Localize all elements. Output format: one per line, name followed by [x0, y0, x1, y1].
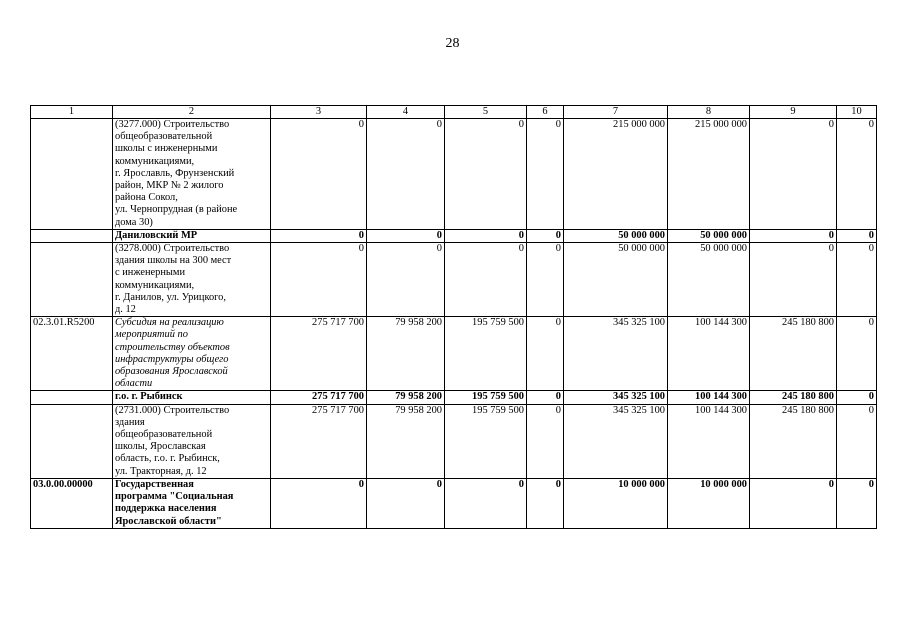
- row-value-cell: 0: [271, 243, 367, 317]
- row-value-cell: 0: [837, 391, 877, 404]
- row-value-cell: 0: [445, 243, 527, 317]
- row-code-cell: [31, 229, 113, 242]
- row-name-line: Ярославской области": [115, 515, 222, 527]
- row-value-cell: 50 000 000: [564, 243, 668, 317]
- row-value-cell: 0: [837, 478, 877, 528]
- column-header: 6: [527, 106, 564, 119]
- row-name-line: здания школы на 300 мест: [115, 255, 232, 267]
- row-value-cell: 0: [527, 243, 564, 317]
- row-value-cell: 0: [271, 119, 367, 230]
- row-code-cell: 02.3.01.R5200: [31, 317, 113, 391]
- row-value-cell: 0: [837, 243, 877, 317]
- row-value-cell: 245 180 800: [750, 317, 837, 391]
- row-value-cell: 79 958 200: [367, 317, 445, 391]
- row-value-cell: 10 000 000: [564, 478, 668, 528]
- row-name-line: дома 30): [115, 216, 153, 228]
- row-name-line: ул. Тракторная, д. 12: [115, 465, 207, 477]
- row-value-cell: 0: [271, 478, 367, 528]
- row-name-line: Субсидия на реализацию: [115, 317, 224, 329]
- row-name-line: г.о. г. Рыбинск: [115, 391, 183, 403]
- row-value-cell: 0: [527, 119, 564, 230]
- row-name-cell: [113, 404, 271, 478]
- row-name-line: район, МКР № 2 жилого: [115, 180, 224, 192]
- row-name-line: область, г.о. г. Рыбинск,: [115, 453, 220, 465]
- row-value-cell: 195 759 500: [445, 391, 527, 404]
- row-value-cell: 0: [750, 229, 837, 242]
- row-name-line: общеобразовательной: [115, 131, 213, 143]
- row-value-cell: 0: [837, 229, 877, 242]
- row-name-line: ул. Чернопрудная (в районе: [115, 204, 238, 216]
- column-header: 1: [31, 106, 113, 119]
- table-row: [31, 119, 877, 230]
- row-name-line: района Сокол,: [115, 192, 178, 204]
- table-row: [31, 317, 877, 391]
- column-header: 3: [271, 106, 367, 119]
- row-name-cell: [113, 229, 271, 242]
- row-value-cell: 345 325 100: [564, 404, 668, 478]
- row-name-cell: [113, 478, 271, 528]
- row-name-line: д. 12: [115, 304, 136, 316]
- row-name-line: (3278.000) Строительство: [115, 243, 230, 255]
- row-value-cell: 0: [367, 243, 445, 317]
- row-name-line: г. Данилов, ул. Урицкого,: [115, 291, 226, 303]
- row-value-cell: 0: [837, 317, 877, 391]
- row-value-cell: 0: [527, 404, 564, 478]
- row-name-line: инфраструктуры общего: [115, 353, 229, 365]
- row-value-cell: 215 000 000: [668, 119, 750, 230]
- row-value-cell: 345 325 100: [564, 391, 668, 404]
- table-row: [31, 243, 877, 317]
- row-value-cell: 0: [750, 478, 837, 528]
- row-name-cell: [113, 317, 271, 391]
- row-value-cell: 100 144 300: [668, 391, 750, 404]
- row-name-line: коммуникациями,: [115, 155, 195, 167]
- column-header: 8: [668, 106, 750, 119]
- row-value-cell: 245 180 800: [750, 404, 837, 478]
- row-value-cell: 275 717 700: [271, 391, 367, 404]
- row-code-cell: [31, 404, 113, 478]
- budget-table: [30, 105, 877, 529]
- row-name-line: школы, Ярославская: [115, 441, 206, 453]
- column-header: 5: [445, 106, 527, 119]
- row-name-line: г. Ярославль, Фрунзенский: [115, 167, 235, 179]
- row-value-cell: 50 000 000: [564, 229, 668, 242]
- row-value-cell: 79 958 200: [367, 404, 445, 478]
- row-value-cell: 100 144 300: [668, 404, 750, 478]
- row-value-cell: 215 000 000: [564, 119, 668, 230]
- row-name-line: общеобразовательной: [115, 429, 213, 441]
- row-name-line: с инженерными: [115, 267, 186, 279]
- row-code-cell: [31, 119, 113, 230]
- row-name-line: образования Ярославской: [115, 366, 228, 378]
- row-value-cell: 0: [527, 229, 564, 242]
- row-value-cell: 0: [750, 243, 837, 317]
- row-name-line: (2731.000) Строительство: [115, 404, 230, 416]
- row-value-cell: 345 325 100: [564, 317, 668, 391]
- row-value-cell: 0: [367, 119, 445, 230]
- row-value-cell: 0: [527, 478, 564, 528]
- row-value-cell: 195 759 500: [445, 404, 527, 478]
- row-name-line: здания: [115, 416, 145, 428]
- row-value-cell: 0: [445, 119, 527, 230]
- row-value-cell: 275 717 700: [271, 404, 367, 478]
- column-header: 9: [750, 106, 837, 119]
- row-value-cell: 0: [837, 404, 877, 478]
- row-value-cell: 0: [445, 229, 527, 242]
- row-value-cell: 100 144 300: [668, 317, 750, 391]
- row-value-cell: 0: [837, 119, 877, 230]
- row-value-cell: 50 000 000: [668, 229, 750, 242]
- row-value-cell: 0: [750, 119, 837, 230]
- page-number: 28: [445, 36, 460, 51]
- row-name-cell: [113, 391, 271, 404]
- table-body: [31, 119, 877, 529]
- row-name-cell: [113, 243, 271, 317]
- row-name-cell: [113, 119, 271, 230]
- row-value-cell: 245 180 800: [750, 391, 837, 404]
- table-row: [31, 404, 877, 478]
- row-code-cell: 03.0.00.00000: [31, 478, 113, 528]
- table-row: [31, 229, 877, 242]
- row-name-line: Государственная: [115, 478, 194, 490]
- row-name-line: области: [115, 378, 153, 390]
- row-name-line: программа "Социальная: [115, 491, 234, 503]
- row-name-line: мероприятий по: [115, 329, 188, 341]
- row-value-cell: 0: [367, 478, 445, 528]
- row-name-line: Даниловский МР: [115, 229, 198, 241]
- column-header: 4: [367, 106, 445, 119]
- row-value-cell: 275 717 700: [271, 317, 367, 391]
- table-row: [31, 391, 877, 404]
- table-header-row: [31, 106, 877, 119]
- column-header: 2: [113, 106, 271, 119]
- column-header: 10: [837, 106, 877, 119]
- row-value-cell: 50 000 000: [668, 243, 750, 317]
- row-code-cell: [31, 243, 113, 317]
- row-value-cell: 0: [271, 229, 367, 242]
- row-name-line: строительству объектов: [115, 341, 230, 353]
- table-row: [31, 478, 877, 528]
- row-value-cell: 0: [527, 317, 564, 391]
- row-value-cell: 79 958 200: [367, 391, 445, 404]
- row-name-line: поддержка населения: [115, 503, 217, 515]
- column-header: 7: [564, 106, 668, 119]
- row-value-cell: 0: [367, 229, 445, 242]
- row-value-cell: 0: [445, 478, 527, 528]
- row-value-cell: 0: [527, 391, 564, 404]
- row-name-line: коммуникациями,: [115, 279, 195, 291]
- row-name-line: (3277.000) Строительство: [115, 119, 230, 130]
- row-value-cell: 10 000 000: [668, 478, 750, 528]
- row-code-cell: [31, 391, 113, 404]
- row-value-cell: 195 759 500: [445, 317, 527, 391]
- row-name-line: школы с инженерными: [115, 143, 218, 155]
